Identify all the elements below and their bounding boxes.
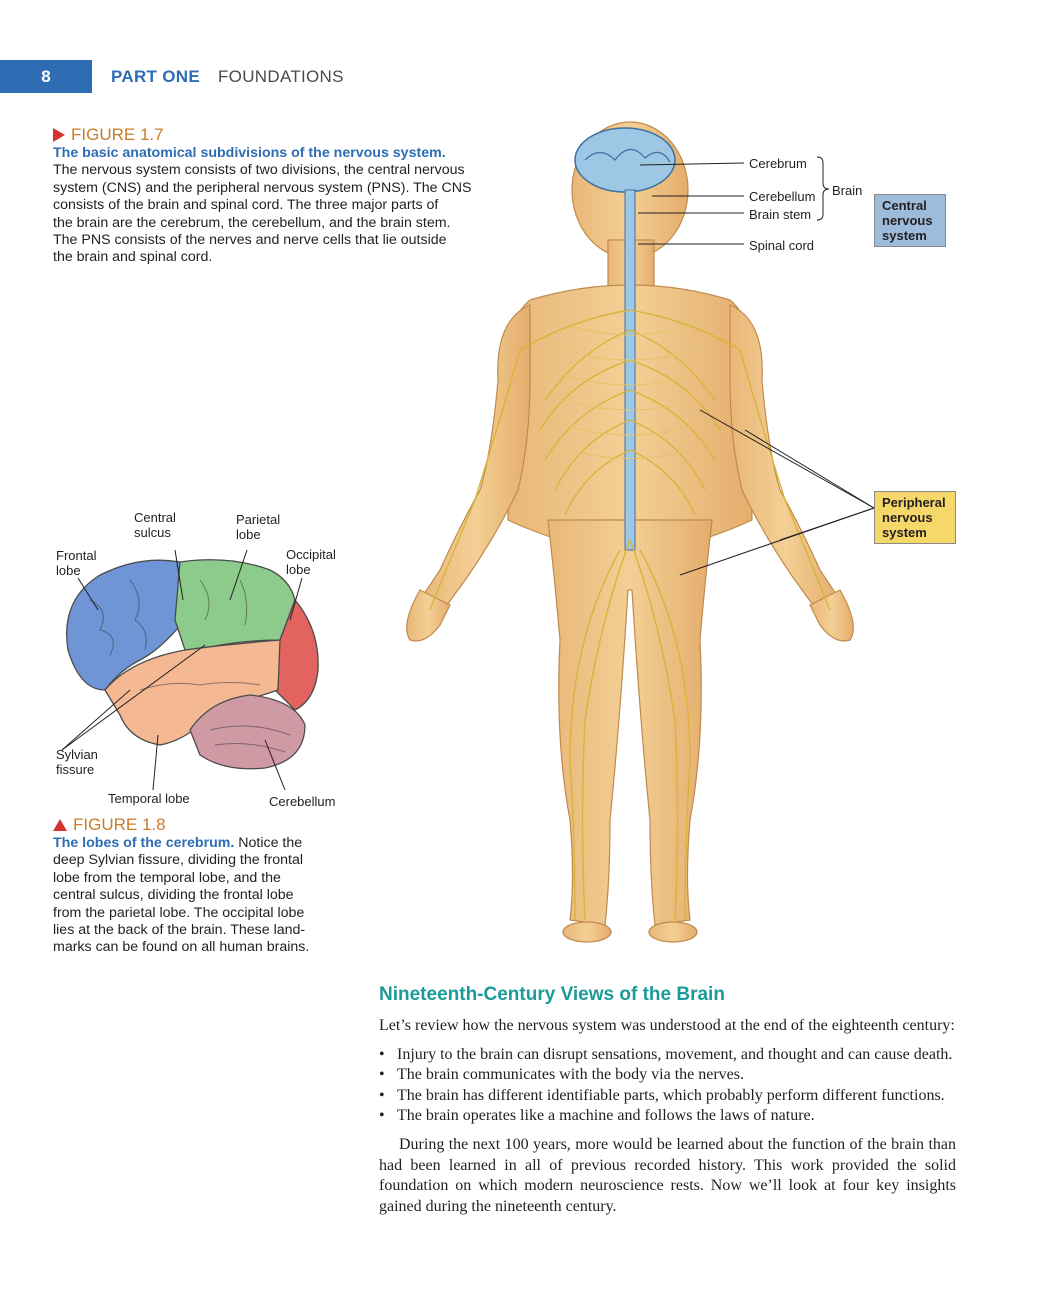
intro-paragraph: Let’s review how the nervous system was understood at the end of the eighteenth century: <box>379 1017 955 1034</box>
figure-1-8-label-row <box>53 815 353 835</box>
label-temporal-lobe: Temporal lobe <box>108 791 190 806</box>
figure-1-8-line: lies at the back of the brain. These land- <box>53 922 306 939</box>
pns-line: system <box>882 525 927 540</box>
label-line: lobe <box>236 527 261 542</box>
label-occipital-lobe <box>286 547 336 577</box>
figure-1-8-line: lobe from the temporal lobe, and the <box>53 869 281 886</box>
pns-line: Peripheral <box>882 495 946 510</box>
figure-1-7-line: the brain and spinal cord. <box>53 249 213 266</box>
label-sylvian-fissure <box>56 747 98 777</box>
cns-line: system <box>882 228 927 243</box>
figure-1-8-caption <box>53 815 353 957</box>
cns-box <box>874 194 946 247</box>
label-line: lobe <box>56 563 81 578</box>
part-label: PART ONE <box>111 67 200 86</box>
figure-1-8-first-line-rest: Notice the <box>234 835 303 851</box>
label-line: Sylvian <box>56 747 98 762</box>
section-heading: Nineteenth-Century Views of the Brain <box>379 984 725 1005</box>
figure-1-7-line: system (CNS) and the peripheral nervous system (PNS). The CNS <box>53 179 472 196</box>
label-line: lobe <box>286 562 311 577</box>
section-label: FOUNDATIONS <box>218 67 344 86</box>
label-line: sulcus <box>134 525 171 540</box>
label-line: Occipital <box>286 547 336 562</box>
label-cerebrum: Cerebrum <box>749 156 807 171</box>
figure-1-8-label: FIGURE 1.8 <box>73 815 166 834</box>
bullet-list <box>379 1045 956 1127</box>
page-number: 8 <box>0 60 92 93</box>
figure-1-8-line: marks can be found on all human brains. <box>53 939 310 956</box>
label-line: Central <box>134 510 176 525</box>
section-body <box>379 1016 956 1217</box>
label-central-sulcus <box>134 510 176 540</box>
pns-box <box>874 491 956 544</box>
label-frontal-lobe <box>56 548 96 578</box>
figure-1-8-title: The lobes of the cerebrum. <box>53 835 235 851</box>
label-brain: Brain <box>832 183 863 198</box>
figure-1-8-line: deep Sylvian fissure, dividing the frontal <box>53 852 303 869</box>
figure-1-7-line: consists of the brain and spinal cord. The three major parts of <box>53 197 439 214</box>
label-spinal-cord: Spinal cord <box>749 238 815 253</box>
cns-line: Central <box>882 198 927 213</box>
figure-1-8-line: central sulcus, dividing the frontal lobe <box>53 887 294 904</box>
figure-1-7-line: The PNS consists of the nerves and nerve cells that lie outside <box>53 232 447 249</box>
label-brain-stem: Brain stem <box>749 207 812 222</box>
figure-1-8-first-line <box>53 835 353 852</box>
label-line: fissure <box>56 762 95 777</box>
label-parietal-lobe <box>236 512 280 542</box>
figure-1-7-title: The basic anatomical subdivisions of the nervous system. <box>53 145 446 161</box>
cns-line: nervous <box>882 213 933 228</box>
bullet-item: • Injury to the brain can disrupt sensations, movement, and thought and can cause death. <box>379 1045 956 1066</box>
bullet-item: • The brain has different identifiable parts, which probably perform different functions. <box>379 1086 956 1107</box>
closing-paragraph: During the next 100 years, more would be learned about the function of the brain than had been learned in all of previous recorded history. This work provided the solid foundation on which modern neuroscience rests. Now we’ll look at four key insights gained during the nineteenth century. <box>379 1135 956 1215</box>
label-line: Parietal <box>236 512 281 527</box>
triangle-up-icon <box>53 819 67 831</box>
label-cerebellum: Cerebellum <box>749 189 816 204</box>
bullet-item: • The brain operates like a machine and follows the laws of nature. <box>379 1106 956 1127</box>
figure-1-7-label: FIGURE 1.7 <box>71 125 164 144</box>
parietal-lobe <box>175 560 295 650</box>
figure-1-8-line: from the parietal lobe. The occipital lobe <box>53 904 305 921</box>
label-line: Frontal <box>56 548 97 563</box>
figure-1-7-line: The nervous system consists of two divisions, the central nervous <box>53 162 465 179</box>
pns-line: nervous <box>882 510 933 525</box>
bullet-item: • The brain communicates with the body via the nerves. <box>379 1065 956 1086</box>
figure-1-7-line: the brain are the cerebrum, the cerebellum, and the brain stem. <box>53 214 451 231</box>
label-cerebellum-lobe: Cerebellum <box>269 794 336 809</box>
